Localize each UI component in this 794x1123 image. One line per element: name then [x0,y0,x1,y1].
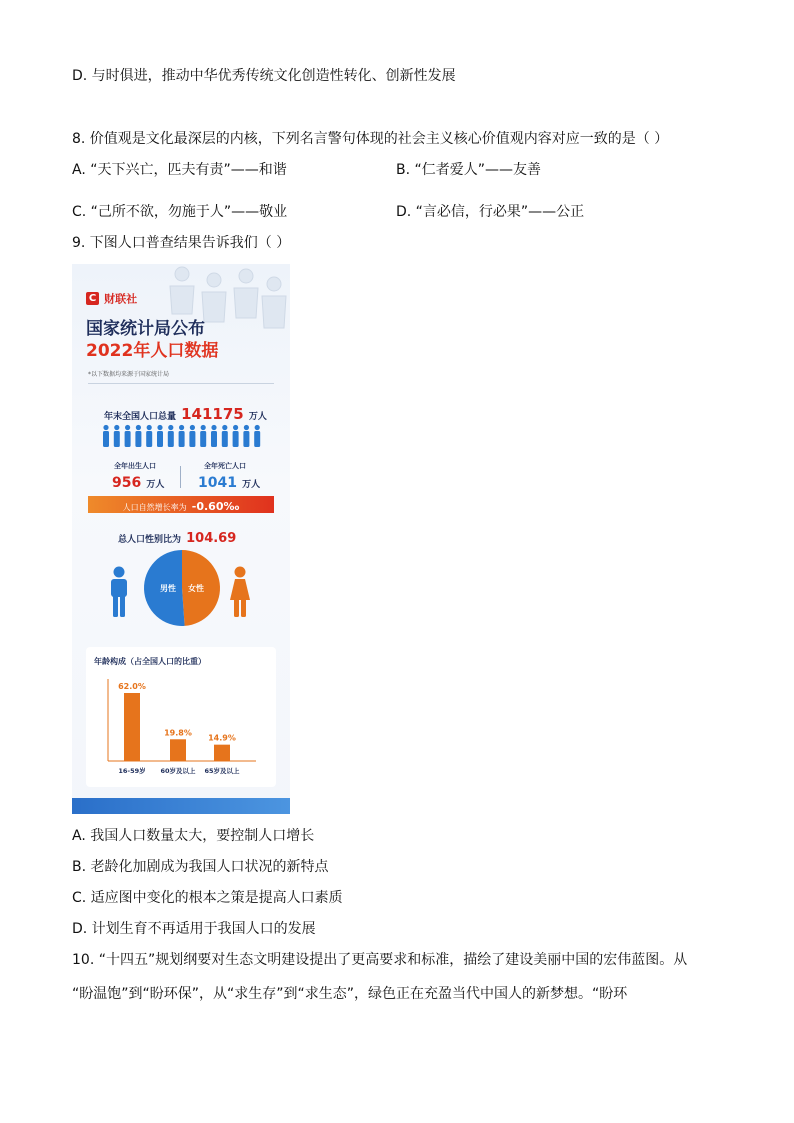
growth-value: -0.60‰ [191,500,240,513]
bar-value-label: 14.9% [208,733,236,743]
total-unit: 万人 [248,412,267,422]
person-icon [222,425,227,430]
person-icon [168,431,174,447]
growth-label: 人口自然增长率为 [122,503,187,512]
bar-1 [170,739,186,761]
births [112,472,164,491]
pie-label-female: 女性 [188,584,204,593]
bottom-band [72,798,290,814]
brand-logo [86,288,137,307]
deaths-value: 1041 [198,475,237,491]
person-icon [233,425,238,430]
age-bar-chart [86,669,276,781]
person-icon [125,425,130,430]
q9-option-a: A. 我国人口数量太大，要控制人口增长 [72,828,315,844]
person-icon [136,425,141,430]
births-value: 956 [112,475,142,491]
female-icon [229,566,251,618]
people-icons-row [100,424,264,448]
person-icon [157,425,162,430]
bar-value-label: 19.8% [164,728,192,738]
sex-ratio-label: 总人口性别比为 [118,535,182,545]
person-icon [135,431,141,447]
bar-category-label: 60岁及以上 [160,767,196,775]
person-icon [244,425,249,430]
person-icon [114,431,120,447]
title-line-2: 2022年人口数据 [86,341,219,361]
person-icon [201,425,206,430]
person-icon [179,431,185,447]
bar-2 [214,745,230,761]
sex-ratio [118,527,236,546]
q8-option-d: D. “言必信，行必果”——公正 [396,204,585,220]
total-value: 141175 [181,405,244,423]
brand-name: 财联社 [104,292,138,306]
person-icon [190,425,195,430]
sex-ratio-value: 104.69 [186,531,237,546]
person-icon [243,431,249,447]
q8-option-a: A. “天下兴亡，匹夫有责”——和谐 [72,162,287,178]
person-icon [233,431,239,447]
q8-option-b: B. “仁者爱人”——友善 [396,162,542,178]
q8-stem: 8. 价值观是文化最深层的内核，下列名言警句体现的社会主义核心价值观内容对应一致的是（ ） [72,131,669,147]
person-icon [103,425,108,430]
source-note: *以下数据均来源于国家统计局 [88,371,170,378]
sex-ratio-pie-chart [142,545,222,631]
person-icon [114,425,119,430]
person-icon [200,431,206,447]
deaths-unit: 万人 [242,480,261,490]
q9-option-b: B. 老龄化加剧成为我国人口状况的新特点 [72,859,329,875]
bar-0 [124,693,140,761]
q9-stem: 9. 下图人口普查结果告诉我们（ ） [72,235,291,251]
person-icon [147,425,152,430]
person-icon [146,431,152,447]
person-icon [103,431,109,447]
divider [88,383,274,384]
total-population [104,404,267,423]
births-unit: 万人 [146,480,165,490]
person-icon [255,425,260,430]
q7-option-d: D. 与时俱进，推动中华优秀传统文化创造性转化、创新性发展 [72,68,456,84]
person-icon [179,425,184,430]
deaths [198,472,260,491]
person-icon [222,431,228,447]
q9-option-d: D. 计划生育不再适用于我国人口的发展 [72,921,316,937]
person-icon [211,425,216,430]
total-label: 年末全国人口总量 [104,412,177,422]
q10-stem-line-2: “盼温饱”到“盼环保”，从“求生存”到“求生态”，绿色正在充盈当代中国人的新梦想。“盼环 [72,986,628,1002]
title-line-1: 国家统计局公布 [86,319,205,339]
bar-category-label: 65岁及以上 [204,767,240,775]
births-label: 全年出生人口 [114,462,156,470]
bar-value-label: 62.0% [118,682,146,691]
person-icon [254,431,260,447]
person-icon [189,431,195,447]
population-infographic [72,264,290,814]
person-icon [125,431,131,447]
births-deaths-divider [180,466,181,488]
q10-stem-line-1: 10. “十四五”规划纲要对生态文明建设提出了更高要求和标准，描绘了建设美丽中国的宏伟蓝图。从 [72,952,688,968]
person-icon [168,425,173,430]
person-icon [157,431,163,447]
person-icon [211,431,217,447]
deaths-label: 全年死亡人口 [204,462,246,470]
growth-banner [88,496,274,513]
q8-option-c: C. “己所不欲，勿施于人”——敬业 [72,204,288,220]
q9-option-c: C. 适应图中变化的根本之策是提高人口素质 [72,890,343,906]
male-icon [108,566,130,618]
brand-c-icon: C [86,292,99,305]
bar-category-label: 16-59岁 [118,767,146,775]
pie-label-male: 男性 [160,584,176,593]
age-title: 年龄构成（占全国人口的比重） [94,657,206,666]
